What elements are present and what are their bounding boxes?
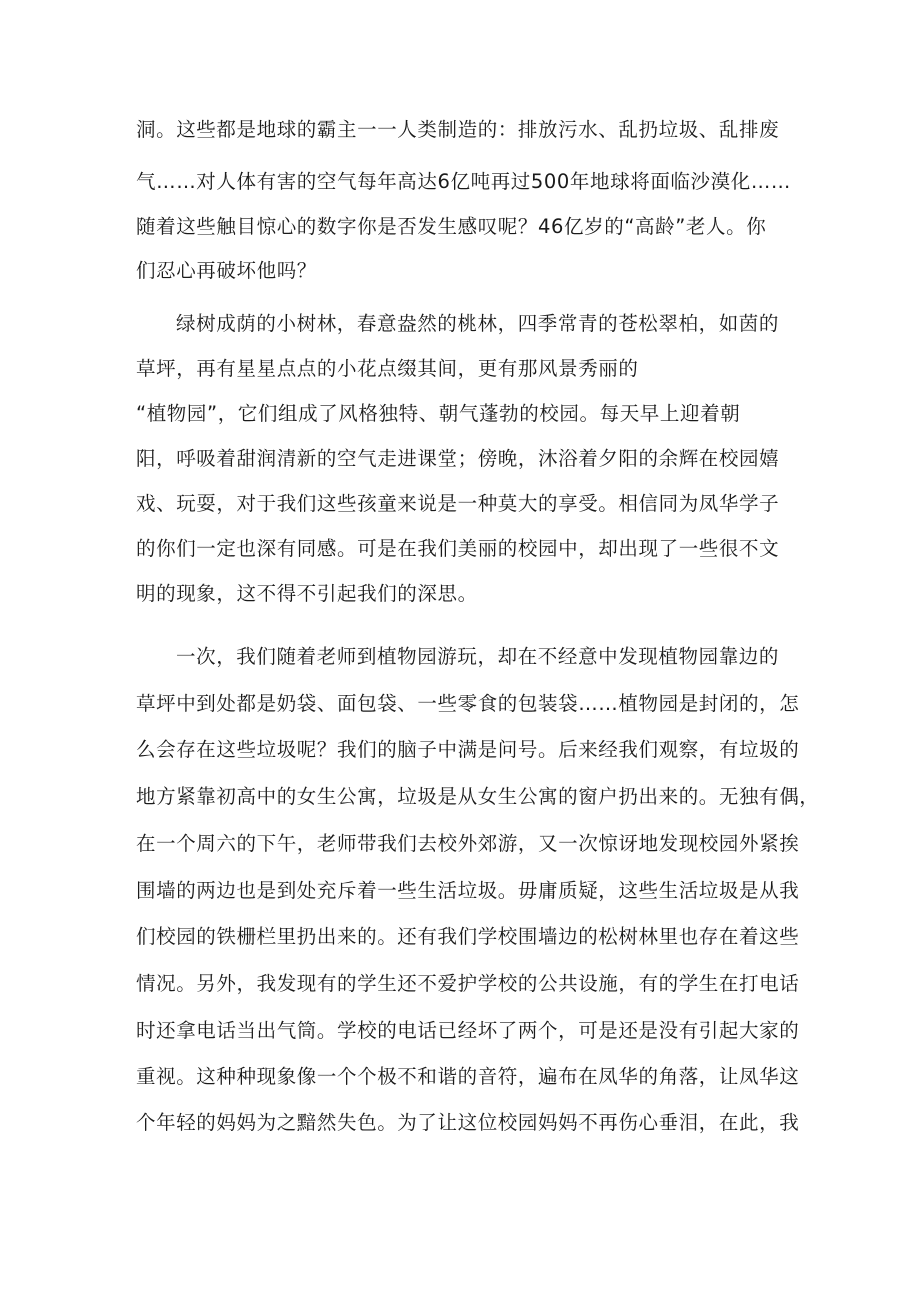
text-line: 绿树成荫的小树林，春意盎然的桃林，四季常青的苍松翠柏，如茵的	[176, 312, 780, 335]
text-line: 个年轻的妈妈为之黯然失色。为了让这位校园妈妈不再伤心垂泪，在此，我	[136, 1111, 800, 1134]
text-line: 时还拿电话当出气筒。学校的电话已经坏了两个，可是还是没有引起大家的	[136, 1019, 800, 1042]
text-line: 戏、玩耍，对于我们这些孩童来说是一种莫大的享受。相信同为凤华学子	[136, 492, 780, 515]
text-line: 洞。这些都是地球的霸主一一人类制造的：排放污水、乱扔垃圾、乱排废	[136, 118, 780, 141]
text-line: 一次，我们随着老师到植物园游玩，却在不经意中发现植物园靠边的	[176, 645, 780, 668]
text-line: 草坪，再有星星点点的小花点缀其间，更有那风景秀丽的	[136, 357, 639, 380]
text-line: 草坪中到处都是奶袋、面包袋、一些零食的包装袋……植物园是封闭的，怎	[136, 692, 800, 715]
text-line: “植物园”，它们组成了风格独特、朝气蓬勃的校园。每天早上迎着朝	[136, 402, 741, 425]
text-line: 们校园的铁栅栏里扔出来的。还有我们学校围墙边的松树林里也存在着这些	[136, 925, 800, 948]
text-line: 围墙的两边也是到处充斥着一些生活垃圾。毋庸质疑，这些生活垃圾是从我	[136, 879, 800, 902]
text-line: 么会存在这些垃圾呢？我们的脑子中满是问号。后来经我们观察，有垃圾的	[136, 738, 800, 761]
text-line: 地方紧靠初高中的女生公寓，垃圾是从女生公寓的窗户扔出来的。无独有偶，	[136, 785, 820, 808]
text-line: 明的现象，这不得不引起我们的深思。	[136, 582, 478, 605]
text-line: 阳，呼吸着甜润清新的空气走进课堂；傍晚，沐浴着夕阳的余辉在校园嬉	[136, 447, 780, 470]
text-line: 的你们一定也深有同感。可是在我们美丽的校园中，却出现了一些很不文	[136, 537, 780, 560]
text-line: 情况。另外，我发现有的学生还不爱护学校的公共设施，有的学生在打电话	[136, 972, 800, 995]
text-line: 们忍心再破坏他吗？	[136, 259, 317, 282]
text-line: 在一个周六的下午，老师带我们去校外郊游，又一次惊讶地发现校园外紧挨	[136, 832, 800, 855]
text-line: 随着这些触目惊心的数字你是否发生感叹呢？46亿岁的“高龄”老人。你	[136, 215, 767, 238]
text-line: 气……对人体有害的空气每年高达6亿吨再过500年地球将面临沙漠化……	[136, 170, 792, 193]
text-line: 重视。这种种现象像一个个极不和谐的音符，遍布在凤华的角落，让凤华这	[136, 1065, 800, 1088]
